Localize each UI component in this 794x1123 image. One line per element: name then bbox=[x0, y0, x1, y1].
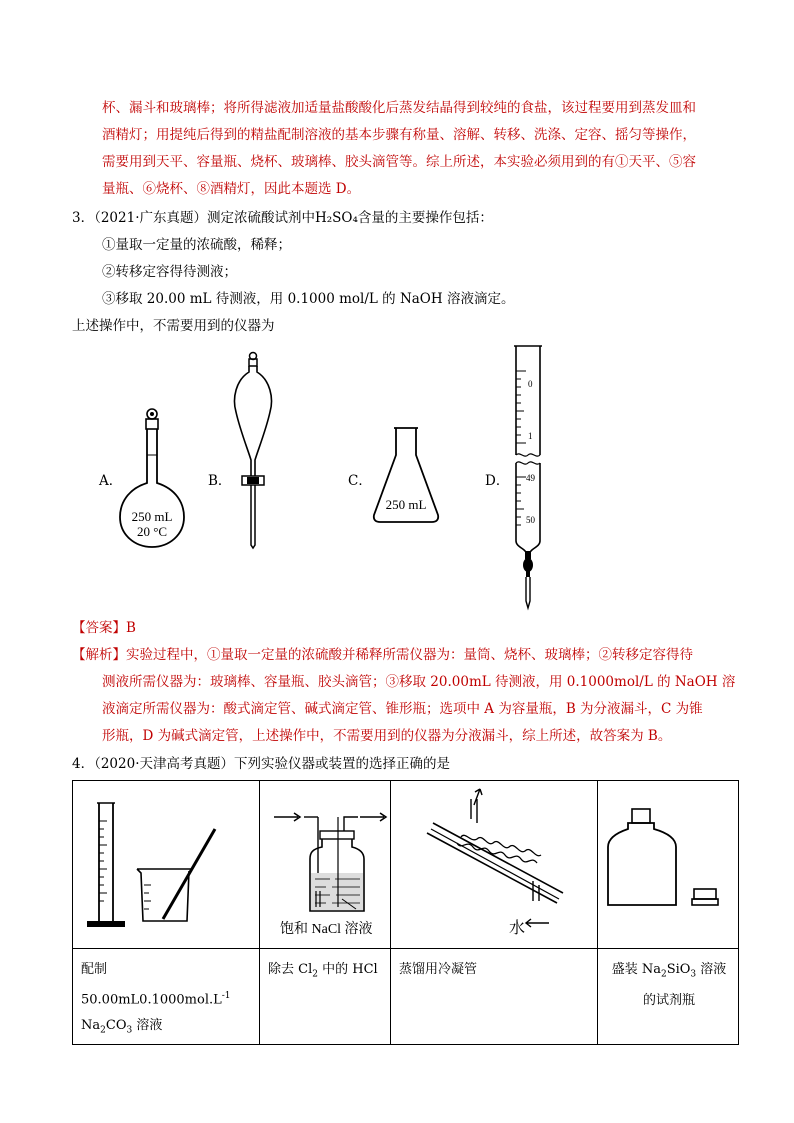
burette-tick-1: 1 bbox=[528, 431, 533, 441]
condenser-icon bbox=[391, 781, 597, 944]
q4-image-cell-3 bbox=[391, 781, 598, 949]
q4-options-table bbox=[72, 780, 739, 1045]
base-burette-icon bbox=[508, 343, 548, 611]
separatory-funnel-icon bbox=[230, 350, 276, 550]
caption-4-solution: 溶液 bbox=[696, 962, 727, 977]
reagent-bottle-icon bbox=[598, 781, 738, 944]
caption-1-na: Na bbox=[81, 1018, 101, 1034]
q3-step-1: ①量取一定量的浓硫酸，稀释； bbox=[102, 237, 291, 253]
option-c-label: C． bbox=[348, 473, 372, 489]
flask-volume-label: 250 mL bbox=[131, 509, 173, 524]
caption-2-hcl: 中的 HCl bbox=[317, 962, 378, 977]
prev-solution-line-3: 需要用到天平、容量瓶、烧杯、玻璃棒、胶头滴管等。综上所述，本实验必须用到的有①天平、⑤容 bbox=[102, 154, 696, 170]
q4-image-cell-2 bbox=[260, 781, 391, 949]
q3-step-2: ②转移定容得待测液； bbox=[102, 264, 237, 280]
q3-source: （2021·广东真题） bbox=[94, 210, 207, 226]
q3-ask: 上述操作中，不需要用到的仪器为 bbox=[72, 318, 275, 334]
answer-value: B bbox=[126, 620, 136, 636]
analysis-text-1: 实验过程中，①量取一定量的浓硫酸并稀释所需仪器为：量筒、烧杯、玻璃棒；②转移定容得待 bbox=[126, 647, 693, 663]
conical-flask-icon bbox=[370, 425, 442, 525]
wash-bottle-label: 饱和 NaCl 溶液 bbox=[280, 922, 373, 937]
graduated-cylinder-beaker-icon bbox=[73, 781, 259, 944]
burette-tick-0: 0 bbox=[528, 379, 533, 389]
caption-4-sio: SiO bbox=[666, 962, 691, 977]
burette-tick-49: 49 bbox=[526, 473, 535, 483]
conical-flask-label: 250 mL bbox=[385, 497, 427, 512]
flask-temp-label: 20 °C bbox=[136, 524, 168, 539]
q4-stem-text: 下列实验仪器或装置的选择正确的是 bbox=[234, 756, 450, 772]
caption-1-co: CO bbox=[105, 1018, 127, 1034]
answer-tag: 【答案】 bbox=[72, 620, 126, 636]
q3-analysis-line-1 bbox=[72, 645, 693, 665]
q4-caption-1: 配制 $50.00mL0.1000mol.L^{-1}$ $Na_2CO_3$ 溶液 bbox=[73, 949, 260, 1045]
q4-number: 4． bbox=[72, 756, 95, 772]
option-a-label: A． bbox=[99, 473, 123, 489]
q4-caption-2: 除去 $Cl_2$ 中的 HCl bbox=[260, 949, 391, 1045]
prev-solution-line-2: 酒精灯；用提纯后得到的精盐配制溶液的基本步骤有称量、溶解、转移、洗涤、定容、摇匀等操作， bbox=[102, 127, 696, 143]
prev-solution-line-4: 量瓶、⑥烧杯、⑧酒精灯，因此本题选 D。 bbox=[102, 181, 361, 197]
q3-step-3: ③移取 20.00 mL 待测液，用 0.1000 mol/L 的 NaOH 溶液滴定。 bbox=[102, 291, 515, 307]
q3-number: 3． bbox=[72, 210, 95, 226]
q3-stem bbox=[72, 208, 493, 228]
analysis-tag: 【解析】 bbox=[72, 647, 126, 663]
prev-solution-line-1: 杯、漏斗和玻璃棒；将所得滤液加适量盐酸酸化后蒸发结晶得到较纯的食盐，该过程要用到蒸发皿和 bbox=[102, 100, 696, 116]
gas-washing-bottle-icon bbox=[260, 781, 390, 944]
q3-analysis-line-3: 液滴定所需仪器为：酸式滴定管、碱式滴定管、锥形瓶；选项中 A 为容量瓶，B 为分液漏斗，C 为锥 bbox=[102, 701, 703, 717]
volumetric-flask-icon bbox=[118, 405, 188, 550]
q3-analysis-line-4: 形瓶，D 为碱式滴定管，上述操作中，不需要用到的仪器为分液漏斗，综上所述，故答案为 B。 bbox=[102, 728, 672, 744]
q3-analysis-line-2: 测液所需仪器为：玻璃棒、容量瓶、胶头滴管；③移取 20.00mL 待测液，用 0.1000mol/L 的 NaOH 溶 bbox=[102, 674, 736, 690]
q4-source: （2020·天津高考真题） bbox=[94, 756, 234, 772]
q4-image-cell-4 bbox=[598, 781, 739, 949]
caption-1-line-1: 配制 50.00mL0.1000mol.L bbox=[81, 962, 222, 1008]
q3-answer bbox=[72, 618, 136, 638]
caption-4-pre: 盛装 Na bbox=[611, 962, 661, 977]
burette-tick-50: 50 bbox=[526, 515, 535, 525]
q4-stem bbox=[72, 754, 450, 774]
q3-stem-pre: 测定浓硫酸试剂中 bbox=[207, 210, 315, 226]
q3-formula: H₂SO₄ bbox=[315, 210, 358, 226]
option-b-label: B． bbox=[208, 473, 232, 489]
caption-1-solution: 溶液 bbox=[132, 1018, 163, 1034]
caption-3-text: 蒸馏用冷凝管 bbox=[399, 962, 478, 977]
water-label: 水 bbox=[509, 920, 526, 937]
q3-stem-post: 含量的主要操作包括： bbox=[357, 210, 493, 226]
q4-image-cell-1 bbox=[73, 781, 260, 949]
q4-caption-3 bbox=[391, 949, 598, 1045]
option-d-label: D． bbox=[485, 473, 510, 489]
caption-4-line-2: 的试剂瓶 bbox=[642, 992, 695, 1008]
caption-2-text: 除去 Cl bbox=[268, 962, 313, 977]
q4-caption-4: 盛装 $Na_2SiO_3$ 溶液 的试剂瓶 bbox=[598, 949, 739, 1045]
caption-1-sup: -1 bbox=[221, 991, 231, 1001]
